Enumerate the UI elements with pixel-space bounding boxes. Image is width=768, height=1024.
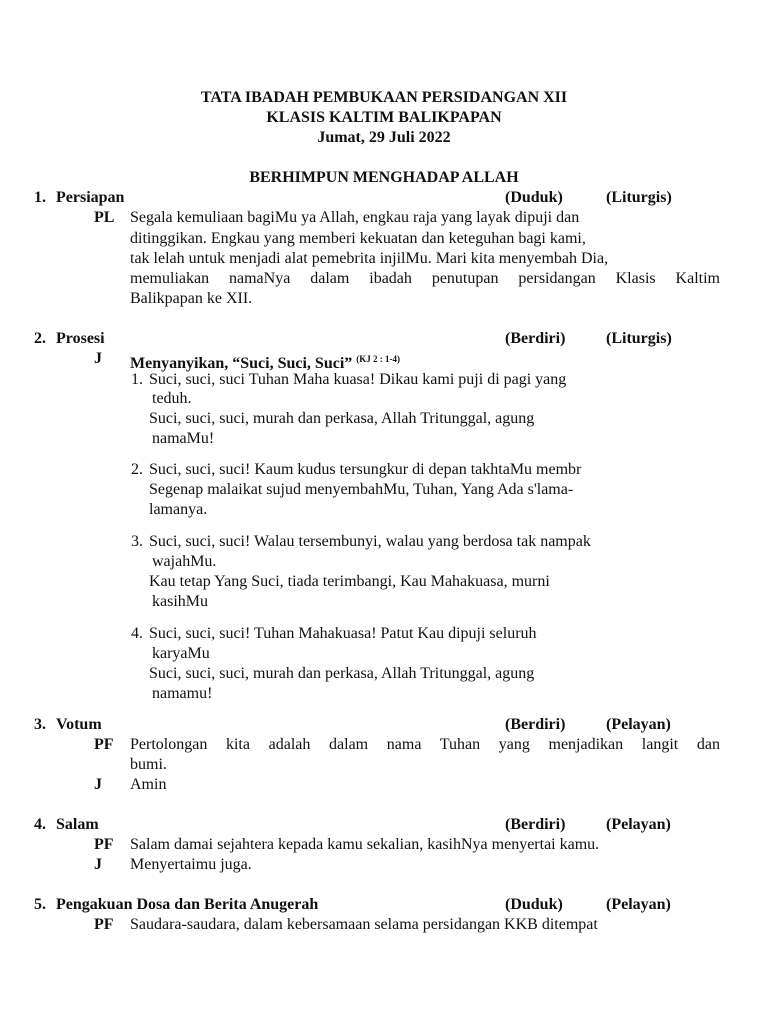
verse-line: namamu! — [152, 685, 213, 702]
song-reference: (KJ 2 : 1-4) — [356, 354, 401, 364]
section-5-leader: (Pelayan) — [606, 896, 671, 913]
section-3-role: PF — [94, 736, 114, 753]
verse-line: Kau tetap Yang Suci, tiada terimbangi, Kau Mahakuasa, murni — [149, 573, 550, 590]
section-5-title: Pengakuan Dosa dan Berita Anugerah — [56, 896, 319, 913]
section-4-text-line: Menyertaimu juga. — [130, 856, 252, 873]
verse-line: Suci, suci, suci, murah dan perkasa, Allah Tritunggal, agung — [149, 410, 535, 427]
verse-number: 3. — [131, 533, 143, 550]
section-1-text-line: ditinggikan. Engkau yang memberi kekuatan dan keteguhan bagi kami, — [130, 230, 586, 247]
section-2-title: Prosesi — [56, 330, 105, 347]
part-heading: BERHIMPUN MENGHADAP ALLAH — [249, 169, 519, 186]
section-3-text-line: bumi. — [130, 756, 167, 773]
section-2-leader: (Liturgis) — [606, 330, 672, 347]
verse-number: 4. — [131, 625, 143, 642]
section-3-leader: (Pelayan) — [606, 716, 671, 733]
section-1-text-line: Balikpapan ke XII. — [130, 290, 253, 307]
document-title: TATA IBADAH PEMBUKAAN PERSIDANGAN XII — [200, 89, 568, 106]
section-5-posture: (Duduk) — [505, 896, 563, 913]
verse-line: Segenap malaikat sujud menyembahMu, Tuhan, Yang Ada s'lama- — [149, 481, 574, 498]
document-date: Jumat, 29 Juli 2022 — [317, 129, 451, 146]
verse-number: 2. — [131, 461, 143, 478]
section-4-text-line: Salam damai sejahtera kepada kamu sekalian, kasihNya menyertai kamu. — [130, 836, 600, 853]
section-5-role: PF — [94, 916, 114, 933]
section-4-posture: (Berdiri) — [505, 816, 566, 833]
section-4-number: 4. — [34, 816, 46, 833]
section-1-role: PL — [94, 209, 115, 226]
verse-line: teduh. — [152, 390, 192, 407]
verse-line: namaMu! — [152, 430, 215, 447]
verse-line: kasihMu — [152, 593, 208, 610]
section-3-number: 3. — [34, 716, 46, 733]
verse-line: Suci, suci, suci Tuhan Maha kuasa! Dikau kami puji di pagi yang — [149, 371, 567, 388]
section-3-text-line: Pertolongan kita adalah dalam nama Tuhan yang menjadikan langit dan — [130, 736, 720, 753]
verse-line: Suci, suci, suci! Kaum kudus tersungkur di depan takhtaMu membr — [149, 461, 582, 478]
section-4-leader: (Pelayan) — [606, 816, 671, 833]
section-1-leader: (Liturgis) — [606, 189, 672, 206]
section-4-role: PF — [94, 836, 114, 853]
section-5-text-line: Saudara-saudara, dalam kebersamaan selama persidangan KKB ditempat — [130, 916, 598, 933]
section-1-text-line: memuliakan namaNya dalam ibadah penutupan persidangan Klasis Kaltim — [130, 270, 720, 287]
section-3-role: J — [94, 776, 102, 793]
section-3-posture: (Berdiri) — [505, 716, 566, 733]
section-1-number: 1. — [34, 189, 46, 206]
section-3-text-line: Amin — [130, 776, 167, 793]
section-3-title: Votum — [56, 716, 102, 733]
section-2-number: 2. — [34, 330, 46, 347]
verse-line: Suci, suci, suci, murah dan perkasa, Allah Tritunggal, agung — [149, 665, 535, 682]
verse-line: karyaMu — [152, 645, 210, 662]
verse-line: Suci, suci, suci! Walau tersembunyi, walau yang berdosa tak nampak — [149, 533, 591, 550]
section-4-role: J — [94, 856, 102, 873]
section-1-title: Persiapan — [56, 189, 125, 206]
document-subtitle: KLASIS KALTIM BALIKPAPAN — [266, 109, 502, 126]
section-2-posture: (Berdiri) — [505, 330, 566, 347]
section-1-posture: (Duduk) — [505, 189, 563, 206]
section-5-number: 5. — [34, 896, 46, 913]
verse-line: lamanya. — [149, 501, 208, 518]
verse-number: 1. — [131, 371, 143, 388]
section-2-role: J — [94, 350, 102, 367]
section-4-title: Salam — [56, 816, 99, 833]
section-1-text-line: tak lelah untuk menjadi alat pemebrita injilMu. Mari kita menyembah Dia, — [130, 250, 609, 267]
section-1-text-line: Segala kemuliaan bagiMu ya Allah, engkau raja yang layak dipuji dan — [130, 209, 580, 226]
song-title: Menyanyikan, “Suci, Suci, Suci” — [130, 355, 353, 372]
verse-line: wajahMu. — [152, 553, 217, 570]
verse-line: Suci, suci, suci! Tuhan Mahakuasa! Patut Kau dipuji seluruh — [149, 625, 537, 642]
